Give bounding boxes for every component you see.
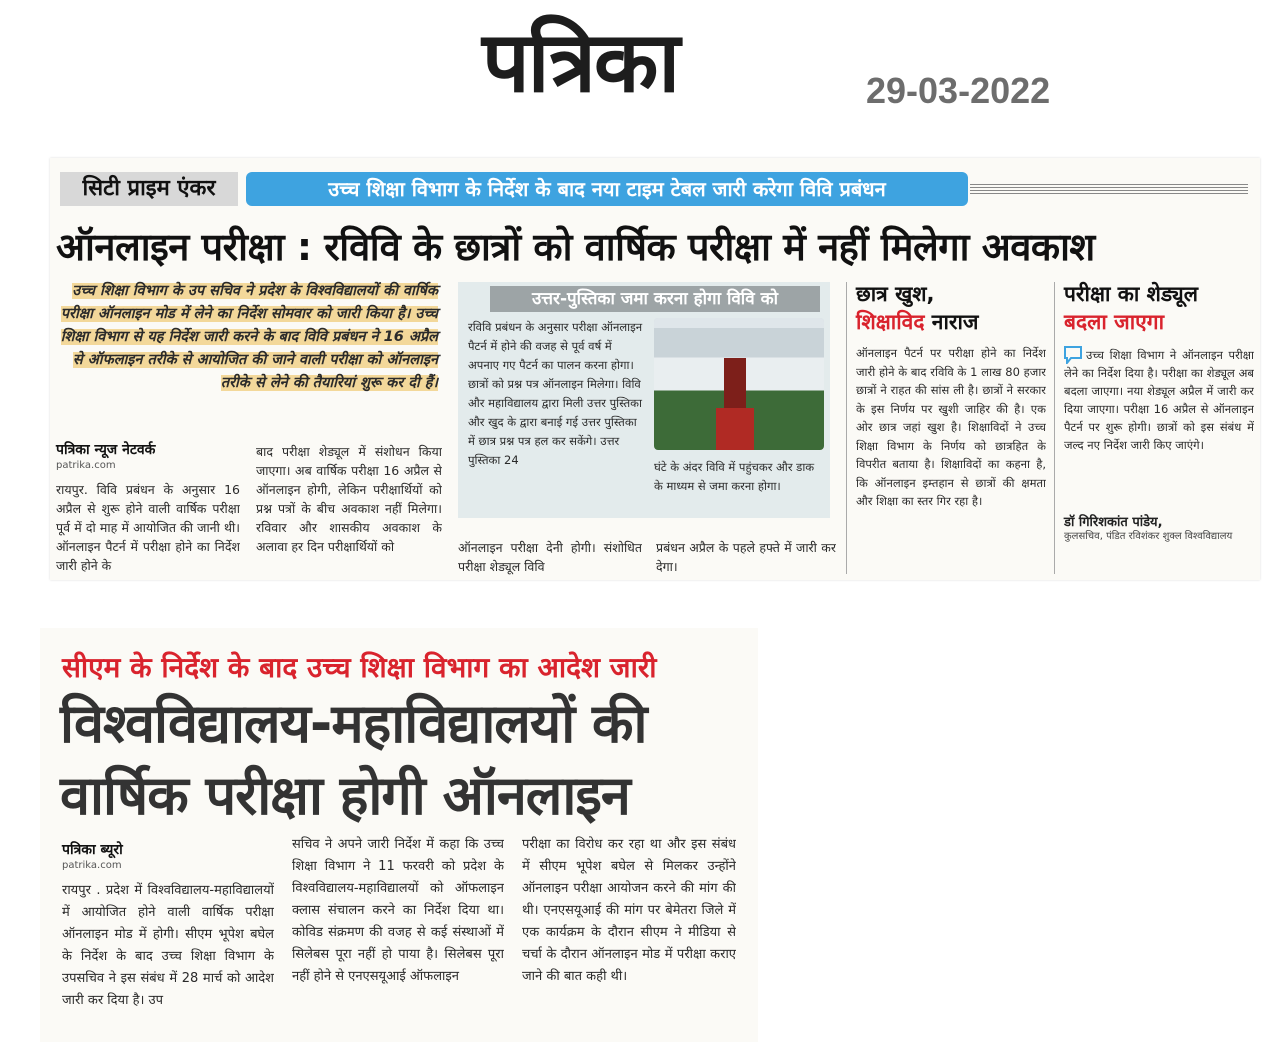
statue-photo: [654, 318, 824, 450]
quote-body: [1064, 346, 1254, 506]
reaction-title-red: शिक्षाविद: [856, 310, 925, 334]
reaction-title-line-1: छात्र खुश,: [856, 282, 935, 306]
headline-2-line-2: वार्षिक परीक्षा होगी ऑनलाइन: [60, 764, 630, 827]
quote-title-line-1: परीक्षा का शेड्यूल: [1064, 282, 1198, 306]
article-column-2: बाद परीक्षा शेड्यूल में संशोधन किया जाएगा। अब वार्षिक परीक्षा 16 अप्रैल से ऑनलाइन होगी, लेकिन परीक्षार्थियों को प्रश्न पत्रों के बीच अवकाश नहीं मिलेगा। रविवार और शासकीय अवकाश के अलावा हर दिन परीक्षार्थियों को: [256, 444, 442, 554]
news-clipping-2: [40, 628, 758, 1042]
article-2-column-3: परीक्षा का विरोध कर रहा था और इस संबंध में सीएम भूपेश बघेल से मिलकर उन्होंने ऑनलाइन परीक्षा आयोजन करने की मांग की थी। एनएसयूआई की मांग पर बेमेतरा जिले में एक कार्यक्रम के दौरान सीएम ने मीडिया से चर्चा के दौरान ऑनलाइन मोड में परीक्षा कराए जाने की बात कही थी।: [522, 837, 736, 984]
section-tag: सिटी प्राइम एंकर: [60, 172, 238, 206]
quote-text: उच्च शिक्षा विभाग ने ऑनलाइन परीक्षा लेने का निर्देश दिया है। परीक्षा का शेड्यूल अब बदला जाएगा। नया शेड्यूल अप्रैल में जारी कर दिया जाएगा। परीक्षा 16 अप्रैल से ऑनलाइन पैटर्न पर शुरू होगी। छात्रों को इस संबंध में जल्द नए निर्देश जारी किए जाएंगे।: [1064, 348, 1254, 452]
publication-date: 29-03-2022: [866, 70, 1051, 111]
lead-text: उच्च शिक्षा विभाग के उप सचिव ने प्रदेश के विश्वविद्यालयों की वार्षिक परीक्षा ऑनलाइन मोड में लेने का निर्देश सोमवार को जारी किया है। उच्च शिक्षा विभाग से यह निर्देश जारी करने के बाद विवि प्रबंधन ने 16 अप्रैल से ऑफलाइन तरीके से आयोजित की जाने वाली परीक्षा को ऑनलाइन तरीके से लेने की तैयारियां शुरू कर दी हैं।: [60, 283, 438, 391]
article-column-1: रायपुर. विवि प्रबंधन के अनुसार 16 अप्रैल से शुरू होने वाली वार्षिक परीक्षा पूर्व में दो माह में आयोजित की जानी थी। ऑनलाइन पैटर्न में परीक्षा होने का निर्देश जारी होने के: [56, 482, 240, 573]
article-2-column-1: रायपुर . प्रदेश में विश्वविद्यालय-महाविद्यालयों में आयोजित होने वाली वार्षिक परीक्षा ऑनलाइन मोड में होगी। सीएम भूपेश बघेल के निर्देश के बाद उच्च शिक्षा विभाग के उपसचिव ने इस संबंध में 28 मार्च को आदेश जारी कर दिया है। उप: [62, 883, 274, 1008]
quote-title-line-2: बदला जाएगा: [1064, 310, 1165, 334]
quote-author-role: कुलसचिव, पंडित रविशंकर शुक्ल विश्वविद्यालय: [1064, 531, 1233, 542]
byline-site: patrika.com: [56, 460, 116, 471]
info-box-title: उत्तर-पुस्तिका जमा करना होगा विवि को: [490, 286, 820, 312]
byline-2-site: patrika.com: [62, 860, 122, 871]
byline-2: पत्रिका ब्यूरो: [62, 842, 123, 858]
statue-figure: [724, 358, 746, 410]
sidebar-quote: [1064, 280, 1254, 544]
kicker-banner: उच्च शिक्षा विभाग के निर्देश के बाद नया टाइम टेबल जारी करेगा विवि प्रबंधन: [246, 172, 968, 206]
byline: पत्रिका न्यूज नेटवर्क: [56, 442, 156, 458]
info-box: [458, 282, 830, 518]
article-column-3: ऑनलाइन परीक्षा देनी होगी। संशोधित परीक्षा शेड्यूल विवि: [458, 540, 642, 574]
quote-icon: [1064, 346, 1082, 364]
kicker-red: सीएम के निर्देश के बाद उच्च शिक्षा विभाग का आदेश जारी: [62, 651, 657, 684]
quote-author: डॉ गिरिशकांत पांडेय,: [1064, 515, 1163, 530]
article-column-4: प्रबंधन अप्रैल के पहले हफ्ते में जारी कर देगा।: [656, 540, 836, 574]
reaction-title-black: नाराज: [924, 310, 979, 334]
reaction-title-line-2: [856, 308, 1046, 336]
sidebar-reaction: [856, 280, 1046, 570]
masthead-logo: पत्रिका: [482, 12, 679, 111]
news-clipping-1: [50, 158, 1260, 580]
reaction-text: ऑनलाइन पैटर्न पर परीक्षा होने का निर्देश जारी होने के बाद रविवि के 1 लाख 80 हजार छात्रों ने राहत की सांस ली है। छात्रों ने सरकार के इस निर्णय पर खुशी जाहिर की है। एक ओर छात्र जहां खुश है। शिक्षाविदों ने उच्च शिक्षा विभाग के निर्णय को छात्रहित के विपरीत बताया है। शिक्षाविदों का कहना है, कि ऑनलाइन इम्तहान से छात्रों की क्षमता और शिक्षा का स्तर गिर रहा है।: [856, 346, 1046, 508]
lead-paragraph: [56, 280, 438, 395]
headline-2: [60, 688, 750, 832]
photo-caption: घंटे के अंदर विवि में पहुंचकर और डाक के माध्यम से जमा करना होगा।: [654, 460, 815, 493]
headline: ऑनलाइन परीक्षा : रविवि के छात्रों को वार्षिक परीक्षा में नहीं मिलेगा अवकाश: [56, 225, 1095, 269]
article-2-column-2: सचिव ने अपने जारी निर्देश में कहा कि उच्च शिक्षा विभाग ने 11 फरवरी को प्रदेश के विश्वविद्यालय-महाविद्यालयों को ऑफलाइन क्लास संचालन करने का निर्देश दिया था। कोविड संक्रमण की वजह से कई संस्थाओं में सिलेबस पूरा नहीं हो पाया है। सिलेबस पूरा नहीं होने से एनएसयूआई ऑफलाइन: [292, 837, 504, 984]
column-divider: [846, 282, 847, 574]
headline-2-line-1: विश्वविद्यालय-महाविद्यालयों की: [60, 692, 647, 755]
building-roof: [654, 318, 824, 328]
decorative-rules: [970, 184, 1248, 196]
statue-pedestal: [716, 408, 754, 450]
info-box-text: रविवि प्रबंधन के अनुसार परीक्षा ऑनलाइन पैटर्न में होने की वजह से पूर्व वर्ष में अपनाए गए पैटर्न का पालन करना होगा। छात्रों को प्रश्न पत्र ऑनलाइन मिलेगा। विवि और महाविद्यालय द्वारा मिली उत्तर पुस्तिका और खुद के द्वारा बनाई गई उत्तर पुस्तिका में छात्र प्रश्न पत्र हल कर सकेंगे। उत्तर पुस्तिका 24: [468, 320, 643, 467]
column-divider-2: [1054, 282, 1055, 574]
